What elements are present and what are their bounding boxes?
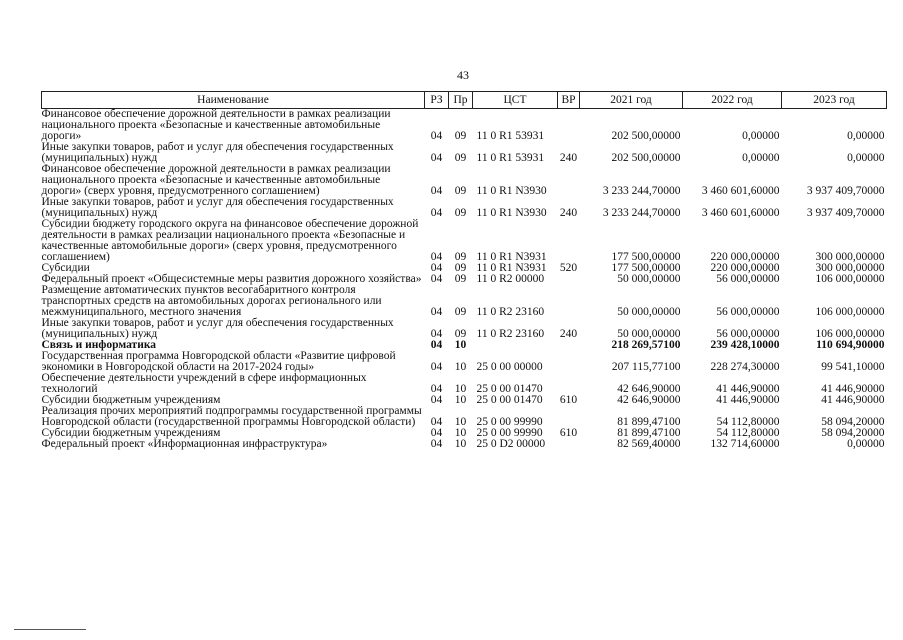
row-vr (558, 373, 580, 395)
row-pr: 10 (454, 394, 467, 406)
row-pr: 10 (454, 383, 467, 395)
row-value-2021: 177 500,00000 (611, 262, 681, 274)
row-value-2023: 106 000,00000 (815, 328, 885, 340)
row-value-2021: 42 646,90000 (617, 383, 681, 395)
column-header: Наименование (42, 92, 425, 109)
row-value-2023: 0,00000 (847, 152, 885, 164)
table-row (42, 109, 887, 143)
row-rz: 04 (430, 416, 443, 428)
row-name: Субсидии бюджетным учреждениям (41, 427, 221, 439)
row-vr (558, 274, 580, 285)
row-vr (558, 351, 580, 373)
row-rz: 04 (430, 438, 443, 450)
row-pr: 10 (454, 427, 467, 439)
row-value-2023: 58 094,20000 (821, 427, 885, 439)
row-name: Финансовое обеспечение дорожной деятельности в рамках реализации национального проекта «Безопасные и качественные автомобильные дороги» (41, 108, 391, 142)
row-rz: 04 (430, 185, 443, 197)
row-cst: 11 0 R2 23160 (476, 328, 545, 340)
row-pr: 09 (454, 251, 467, 263)
row-value-2023: 41 446,90000 (821, 383, 885, 395)
row-value-2023: 0,00000 (847, 130, 885, 142)
table-row (42, 197, 887, 219)
row-value-2022: 54 112,80000 (716, 416, 780, 428)
page-number: 43 (457, 68, 469, 82)
row-cst: 25 0 00 01470 (476, 394, 543, 406)
row-value-2023: 300 000,00000 (815, 262, 885, 274)
row-name: Субсидии бюджетным учреждениям (41, 394, 221, 406)
row-rz: 04 (430, 394, 443, 406)
row-cst: 11 0 R1 N3930 (476, 185, 547, 197)
row-value-2023: 110 694,90000 (816, 339, 885, 351)
row-pr: 09 (454, 152, 467, 164)
row-pr: 09 (454, 207, 467, 219)
row-value-2022: 239 428,10000 (710, 339, 780, 351)
row-vr: 240 (559, 207, 578, 219)
row-rz: 04 (430, 306, 443, 318)
row-rz: 04 (430, 361, 443, 373)
row-value-2023: 3 937 409,70000 (806, 185, 885, 197)
row-cst: 11 0 R1 N3931 (476, 251, 547, 263)
column-header: ВР (558, 92, 580, 109)
row-vr (558, 439, 580, 450)
table-row (42, 406, 887, 428)
row-cst: 25 0 00 99990 (476, 427, 543, 439)
row-vr (558, 164, 580, 197)
row-pr: 09 (454, 273, 467, 285)
row-vr (558, 109, 580, 143)
row-value-2021: 202 500,00000 (611, 130, 681, 142)
row-name: Федеральный проект «Общесистемные меры развития дорожного хозяйства» (41, 273, 422, 285)
row-rz: 04 (430, 273, 443, 285)
row-value-2021: 3 233 244,70000 (602, 185, 681, 197)
row-vr: 610 (559, 394, 578, 406)
row-value-2021: 50 000,00000 (617, 328, 681, 340)
row-value-2022: 56 000,00000 (716, 273, 780, 285)
row-name: Размещение автоматических пунктов весогабаритного контроля транспортных средств на автомобильных дорогах регионального или межмуниципального, местного значения (41, 284, 382, 318)
table-row (42, 373, 887, 395)
row-value-2023: 99 541,10000 (821, 361, 885, 373)
row-value-2023: 0,00000 (847, 438, 885, 450)
row-value-2021: 218 269,57100 (611, 339, 681, 351)
row-pr: 10 (454, 339, 467, 351)
row-rz: 04 (430, 328, 443, 340)
row-value-2022: 41 446,90000 (716, 394, 780, 406)
row-rz: 04 (430, 383, 443, 395)
row-value-2022: 54 112,80000 (716, 427, 780, 439)
footer-divider (14, 629, 86, 630)
row-value-2022: 0,00000 (742, 130, 780, 142)
row-cst (473, 340, 558, 351)
row-vr: 240 (559, 328, 578, 340)
row-value-2022: 228 274,30000 (710, 361, 780, 373)
row-cst: 11 0 R1 53931 (476, 152, 545, 164)
row-value-2023: 3 937 409,70000 (806, 207, 885, 219)
row-value-2023: 106 000,00000 (815, 306, 885, 318)
row-value-2021: 42 646,90000 (617, 394, 681, 406)
column-header: 2021 год (580, 92, 683, 109)
table-row (42, 142, 887, 164)
row-value-2022: 56 000,00000 (716, 328, 780, 340)
row-pr: 10 (454, 361, 467, 373)
row-name: Субсидии (41, 262, 90, 274)
row-cst: 11 0 R1 53931 (476, 130, 545, 142)
row-value-2022: 132 714,60000 (710, 438, 780, 450)
row-rz: 04 (430, 251, 443, 263)
row-vr: 240 (559, 152, 578, 164)
row-value-2022: 41 446,90000 (716, 383, 780, 395)
row-value-2021: 81 899,47100 (617, 427, 681, 439)
column-header: 2022 год (683, 92, 782, 109)
row-vr: 520 (559, 262, 578, 274)
row-pr: 09 (454, 262, 467, 274)
row-pr: 09 (454, 306, 467, 318)
row-value-2021: 50 000,00000 (617, 306, 681, 318)
row-cst: 25 0 D2 00000 (476, 438, 546, 450)
row-name: Иные закупки товаров, работ и услуг для обеспечения государственных (муниципальных) нужд (41, 141, 394, 164)
row-rz: 04 (430, 427, 443, 439)
row-value-2021: 81 899,47100 (617, 416, 681, 428)
table-header-row (42, 92, 887, 109)
row-value-2021: 207 115,77100 (611, 361, 681, 373)
row-value-2021: 177 500,00000 (611, 251, 681, 263)
row-name: Субсидии бюджету городского округа на финансовое обеспечение дорожной деятельности в рамках реализации национального проекта «Безопасные и качественные автомобильные дороги» (сверх уровня, предусмотренного соглашением) (41, 218, 419, 263)
row-name: Финансовое обеспечение дорожной деятельности в рамках реализации национального проекта «Безопасные и качественные автомобильные дороги» (сверх уровня, предусмотренного соглашением) (41, 163, 391, 197)
row-value-2023: 58 094,20000 (821, 416, 885, 428)
row-value-2023: 41 446,90000 (821, 394, 885, 406)
column-header: 2023 год (782, 92, 887, 109)
row-rz: 04 (430, 152, 443, 164)
row-cst: 25 0 00 01470 (476, 383, 543, 395)
row-value-2023: 300 000,00000 (815, 251, 885, 263)
column-header: РЗ (425, 92, 449, 109)
row-cst: 25 0 00 99990 (476, 416, 543, 428)
column-header: ЦСТ (473, 92, 558, 109)
row-value-2023: 106 000,00000 (815, 273, 885, 285)
row-vr: 610 (559, 427, 578, 439)
row-value-2022: 3 460 601,60000 (701, 207, 780, 219)
row-cst: 25 0 00 00000 (476, 361, 543, 373)
row-pr: 09 (454, 328, 467, 340)
row-name: Иные закупки товаров, работ и услуг для обеспечения государственных (муниципальных) нужд (41, 196, 394, 219)
table-row (42, 351, 887, 373)
row-value-2021: 202 500,00000 (611, 152, 681, 164)
row-rz: 04 (430, 339, 443, 351)
row-cst: 11 0 R2 00000 (476, 273, 545, 285)
table-row (42, 439, 887, 450)
row-value-2021: 50 000,00000 (617, 273, 681, 285)
row-name: Государственная программа Новгородской области «Развитие цифровой экономики в Новгородской области на 2017-2024 годы» (41, 350, 396, 373)
budget-table (41, 91, 887, 450)
column-header: Пр (449, 92, 473, 109)
row-pr: 10 (454, 416, 467, 428)
row-name: Обеспечение деятельности учреждений в сфере информационных технологий (41, 372, 367, 395)
row-name: Реализация прочих мероприятий подпрограммы государственной программы Новгородской области (государственной программы Новгородской области) (41, 405, 422, 428)
row-value-2022: 220 000,00000 (710, 262, 780, 274)
row-vr (558, 285, 580, 318)
table-row (42, 285, 887, 318)
row-vr (558, 406, 580, 428)
row-pr: 09 (454, 130, 467, 142)
table-row (42, 164, 887, 197)
row-cst: 11 0 R1 N3931 (476, 262, 547, 274)
row-value-2022: 3 460 601,60000 (701, 185, 780, 197)
row-pr: 09 (454, 185, 467, 197)
row-value-2021: 3 233 244,70000 (602, 207, 681, 219)
row-name: Федеральный проект «Информационная инфраструктура» (41, 438, 328, 450)
row-cst: 11 0 R1 N3930 (476, 207, 547, 219)
row-value-2021: 82 569,40000 (617, 438, 681, 450)
row-value-2022: 220 000,00000 (710, 251, 780, 263)
row-name: Связь и информатика (41, 339, 157, 351)
row-name: Иные закупки товаров, работ и услуг для обеспечения государственных (муниципальных) нужд (41, 317, 394, 340)
row-pr: 10 (454, 438, 467, 450)
row-vr (558, 340, 580, 351)
table-body (42, 109, 887, 451)
row-rz: 04 (430, 207, 443, 219)
row-value-2022: 0,00000 (742, 152, 780, 164)
row-cst: 11 0 R2 23160 (476, 306, 545, 318)
row-value-2022: 56 000,00000 (716, 306, 780, 318)
row-rz: 04 (430, 130, 443, 142)
row-vr (558, 219, 580, 263)
table-row (42, 318, 887, 340)
table-row (42, 219, 887, 263)
row-rz: 04 (430, 262, 443, 274)
